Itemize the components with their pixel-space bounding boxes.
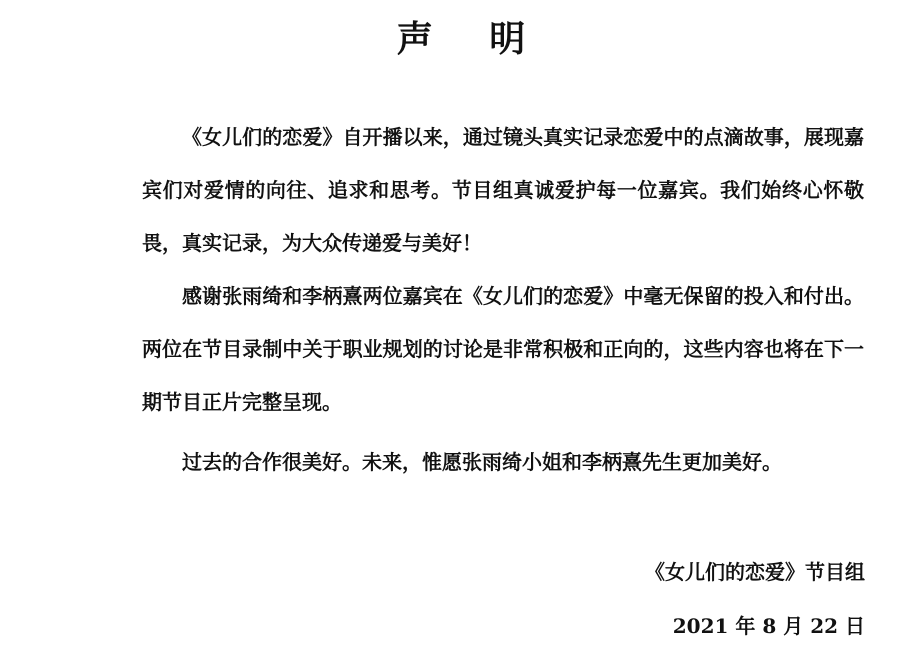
- paragraph-thanks: 感谢张雨绮和李柄熹两位嘉宾在《女儿们的恋爱》中毫无保留的投入和付出。两位在节目录制中关于职业规划的讨论是非常积极和正向的，这些内容也将在下一期节目正片完整呈现。: [142, 284, 864, 414]
- paragraph-closing: 过去的合作很美好。未来，惟愿张雨绮小姐和李柄熹先生更加美好。: [182, 450, 782, 474]
- signature-organization: 《女儿们的恋爱》节目组: [645, 560, 865, 584]
- paragraph-intro: 《女儿们的恋爱》自开播以来，通过镜头真实记录恋爱中的点滴故事，展现嘉宾们对爱情的向往、追求和思考。节目组真诚爱护每一位嘉宾。我们始终心怀敬畏，真实记录，为大众传递爱与美好！: [142, 125, 864, 255]
- document-title: 声 明: [396, 18, 548, 60]
- signature-date: 2021 年 8 月 22 日: [672, 614, 865, 638]
